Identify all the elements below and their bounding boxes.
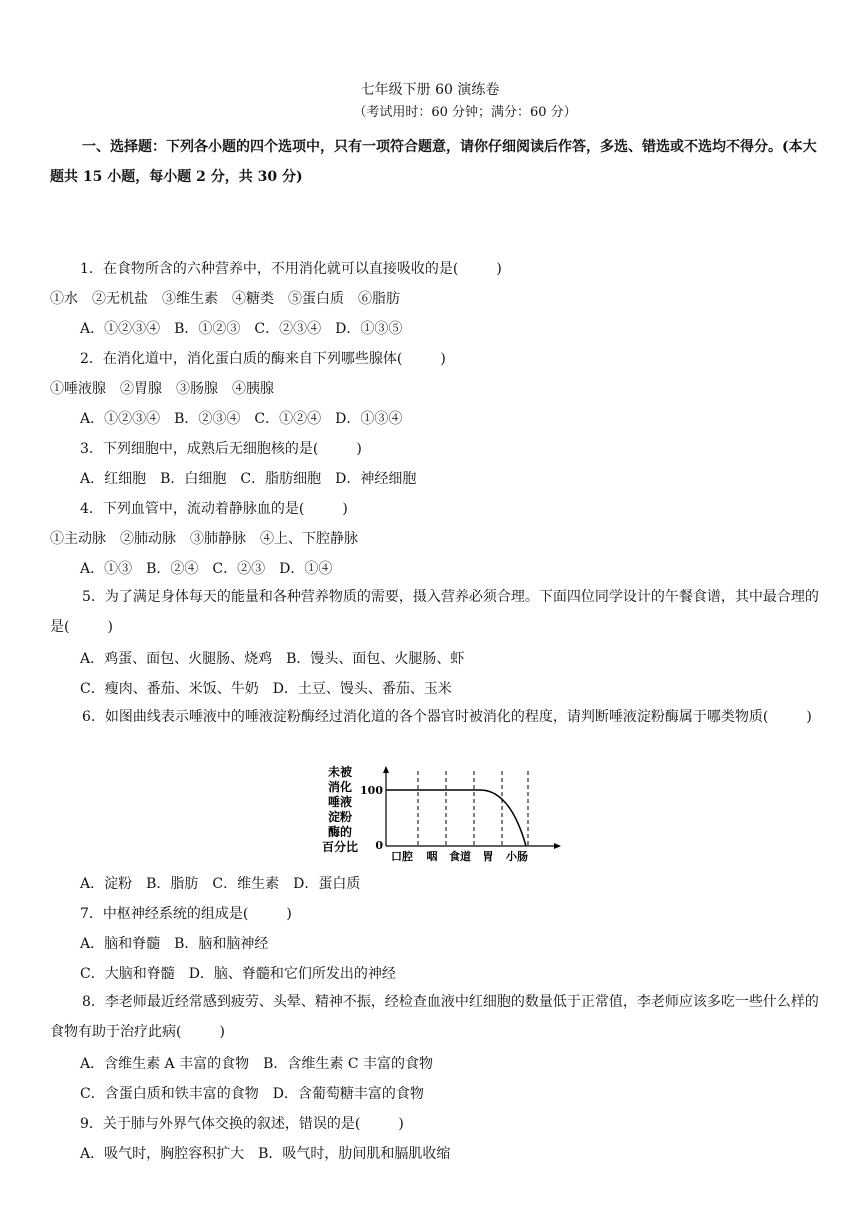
chart-x-tick-label: 胃: [482, 850, 494, 863]
question-7-options-2: C．大脑和脊髓 D．脑、脊髓和它们所发出的神经: [80, 966, 396, 982]
question-1-stem: 1．在食物所含的六种营养中，不用消化就可以直接吸收的是( ): [80, 261, 502, 277]
page-subtitle: （考试用时：60 分钟；满分：60 分）: [353, 105, 577, 120]
question-5-options-2: C．瘦肉、番茄、米饭、牛奶 D．土豆、馒头、番茄、玉米: [80, 681, 452, 697]
chart-y-axis-arrow: [383, 766, 389, 773]
question-6-options: A．淀粉 B．脂肪 C．维生素 D．蛋白质: [80, 876, 361, 892]
question-3-stem: 3．下列细胞中，成熟后无细胞核的是( ): [80, 441, 362, 457]
question-2-options: A．①②③④ B．②③④ C．①②④ D．①③④: [80, 411, 403, 427]
question-4-items: ①主动脉 ②肺动脉 ③肺静脉 ④上、下腔静脉: [50, 531, 358, 547]
chart-ylabel-line: 百分比: [321, 840, 359, 854]
chart-y-tick-label: 0: [375, 839, 383, 852]
question-3-options: A．红细胞 B．白细胞 C．脂肪细胞 D．神经细胞: [80, 471, 417, 487]
question-8-options-2: C．含蛋白质和铁丰富的食物 D．含葡萄糖丰富的食物: [80, 1086, 424, 1102]
chart-ylabel-line: 酶的: [327, 825, 353, 839]
chart-series: [386, 790, 526, 846]
chart-x-tick-label: 咽: [426, 850, 438, 863]
chart-x-tick-labels: [391, 849, 528, 863]
question-6-stem: 6．如图曲线表示唾液中的唾液淀粉酶经过消化道的各个器官时被消化的程度，请判断唾液淀粉酶属于哪类物质( ): [82, 709, 812, 725]
chart-axes: [383, 766, 561, 849]
question-1-options: A．①②③④ B．①②③ C．②③④ D．①③⑤: [80, 321, 403, 337]
chart-y-tick-label: 100: [360, 784, 383, 797]
question-7-options-1: A．脑和脊髓 B．脑和脑神经: [80, 936, 269, 952]
question-1-items: ①水 ②无机盐 ③维生素 ④糖类 ⑤蛋白质 ⑥脂肪: [50, 291, 400, 307]
page-title: 七年级下册 60 演练卷: [360, 82, 500, 98]
chart-y-ticks: [360, 784, 383, 852]
chart-ylabel-line: 消化: [327, 780, 353, 794]
question-9-options-1: A．吸气时，胸腔容积扩大 B．吸气时，肋间肌和膈肌收缩: [80, 1146, 451, 1162]
question-4-stem: 4．下列血管中，流动着静脉血的是( ): [80, 501, 348, 517]
chart-curve: [386, 790, 526, 846]
digestion-chart: [320, 762, 570, 872]
question-7-stem: 7．中枢神经系统的组成是( ): [80, 906, 292, 922]
question-9-stem: 9．关于肺与外界气体交换的叙述，错误的是( ): [80, 1116, 404, 1132]
chart-x-tick-label: 小肠: [506, 850, 528, 863]
chart-x-tick-label: 食道: [449, 850, 471, 863]
chart-x-tick-label: 口腔: [391, 850, 413, 863]
chart-divider-lines: [418, 771, 528, 846]
question-8-options-1: A．含维生素 A 丰富的食物 B．含维生素 C 丰富的食物: [80, 1056, 434, 1072]
chart-y-axis-label: [322, 764, 358, 854]
chart-ylabel-line: 未被: [327, 765, 353, 779]
question-8-stem: 8．李老师最近经常感到疲劳、头晕、精神不振，经检查血液中红细胞的数量低于正常值，李老师应该多吃一些什么样的食物有助于治疗此病( ): [50, 994, 819, 1040]
section-instructions: 一、选择题：下列各小题的四个选项中，只有一项符合题意，请你仔细阅读后作答，多选、错选或不选均不得分。(本大题共 15 小题，每小题 2 分，共 30 分): [50, 139, 817, 185]
chart-ylabel-line: 淀粉: [327, 810, 353, 824]
chart-x-axis-arrow: [554, 843, 561, 849]
question-2-stem: 2．在消化道中，消化蛋白质的酶来自下列哪些腺体( ): [80, 351, 446, 367]
question-5-options-1: A．鸡蛋、面包、火腿肠、烧鸡 B．馒头、面包、火腿肠、虾: [80, 651, 465, 667]
chart-ylabel-line: 唾液: [327, 795, 353, 809]
question-4-options: A．①③ B．②④ C．②③ D．①④: [80, 561, 333, 577]
question-2-items: ①唾液腺 ②胃腺 ③肠腺 ④胰腺: [50, 381, 274, 397]
question-5-stem: 5．为了满足身体每天的能量和各种营养物质的需要，摄入营养必须合理。下面四位同学设计的午餐食谱，其中最合理的是( ): [50, 589, 819, 635]
